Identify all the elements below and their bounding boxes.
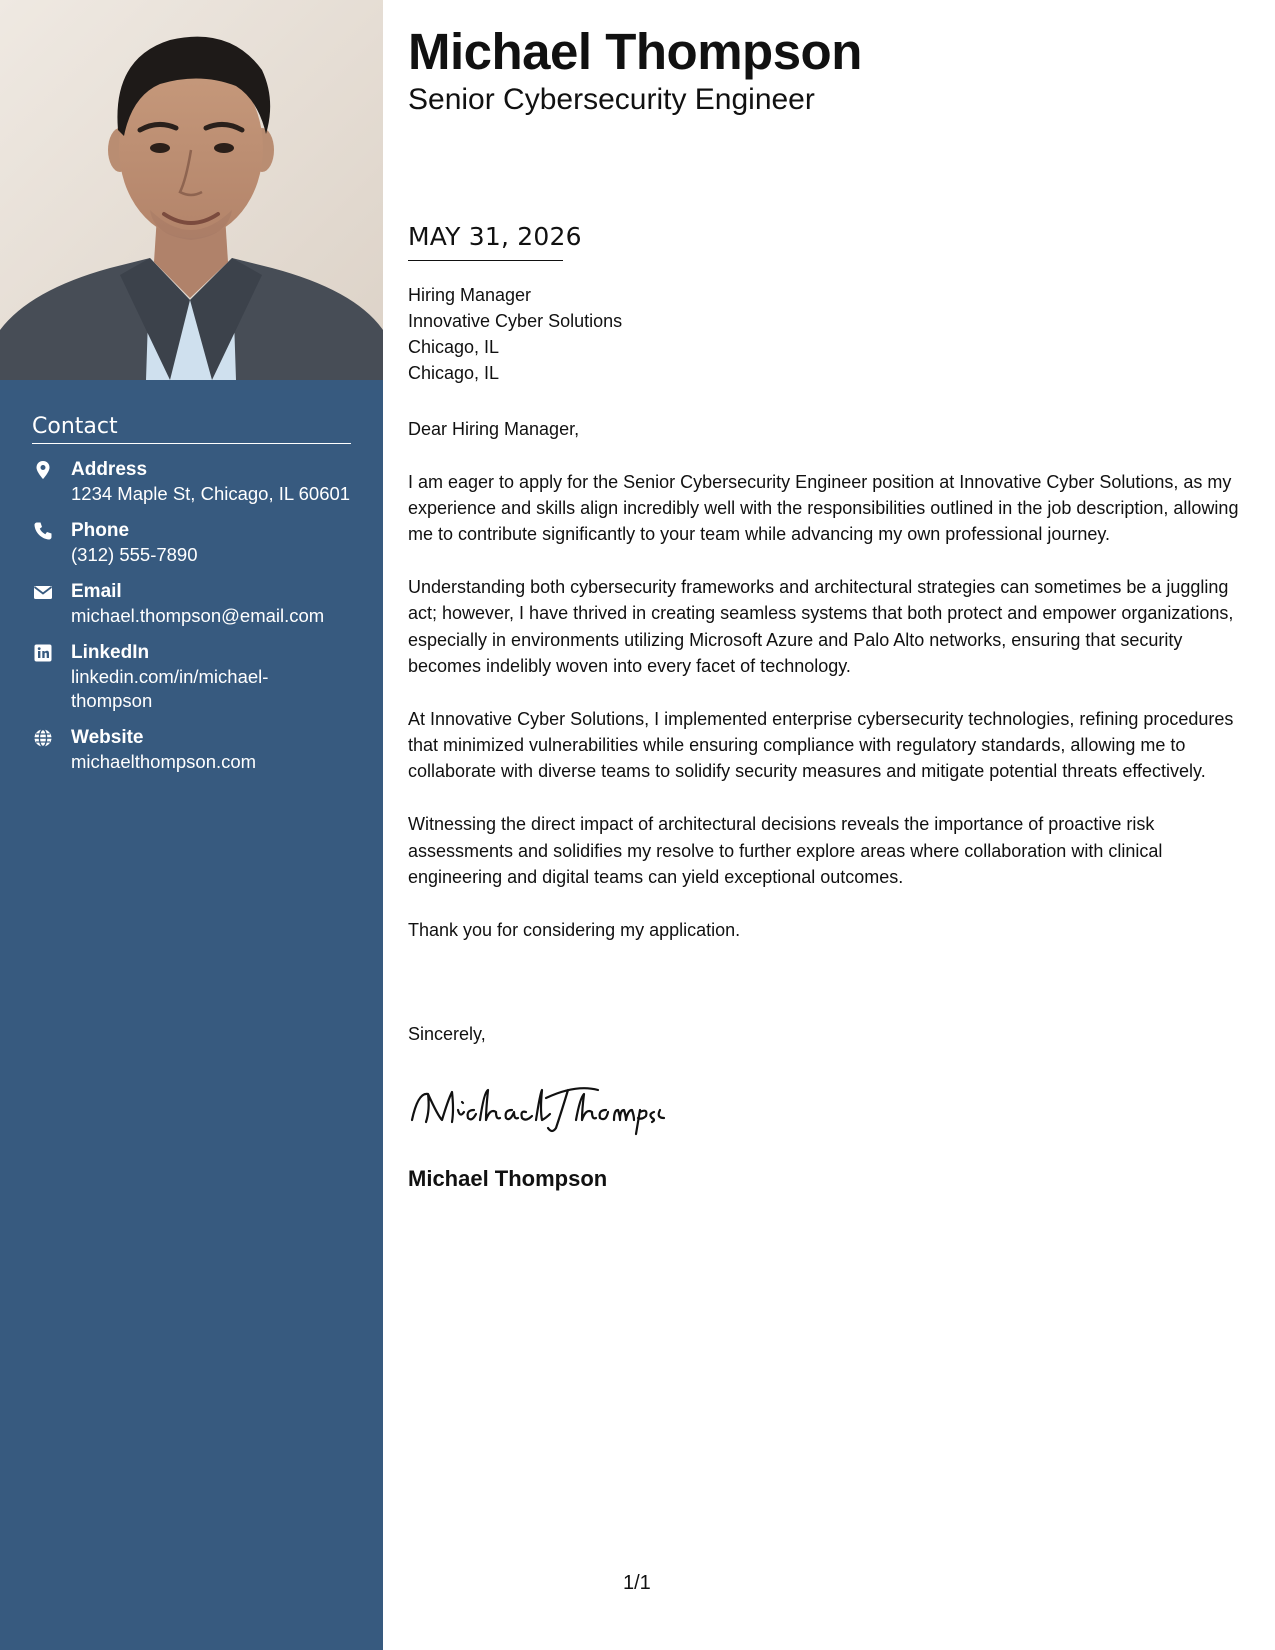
envelope-icon <box>33 582 53 602</box>
recipient-line: Innovative Cyber Solutions <box>408 311 623 331</box>
contact-address <box>32 458 351 506</box>
globe-icon <box>33 728 53 748</box>
recipient-line: Hiring Manager <box>408 285 532 305</box>
phone-icon <box>33 521 53 541</box>
contact-linkedin <box>32 641 351 713</box>
contact-phone <box>32 519 351 567</box>
paragraph: Witnessing the direct impact of architectural decisions reveals the importance of proactive risk assessments and solidifies my resolve to further explore areas where collaboration with clinical engineering and digital teams can yield exceptional outcomes. <box>408 814 1163 887</box>
date-divider <box>408 260 563 261</box>
contact-value-line1[interactable]: linkedin.com/in/michael- <box>71 666 269 687</box>
applicant-name: Michael Thompson <box>408 23 862 80</box>
letter-body <box>408 416 1246 969</box>
contact-email <box>32 580 351 628</box>
recipient-block <box>408 282 622 386</box>
page-number: 1/1 <box>623 1572 651 1594</box>
paragraph: I am eager to apply for the Senior Cybersecurity Engineer position at Innovative Cyber Solutions, as my experience and skills align incredibly well with the responsibilities outlined in the job description, allowing me to contribute significantly to your team while advancing my own professional journey. <box>408 471 1239 545</box>
profile-photo <box>0 0 383 380</box>
applicant-title: Senior Cybersecurity Engineer <box>408 83 815 116</box>
contact-label: Address <box>71 459 148 480</box>
paragraph: Understanding both cybersecurity frameworks and architectural strategies can sometimes be a juggling act; however, I have thrived in creating seamless systems that both protect and empower organizations, especially in environments utilizing Microsoft Azure and Palo Alto networks, ensuring that security becomes indelibly woven into every facet of technology. <box>408 577 1234 677</box>
signer-name: Michael Thompson <box>408 1166 608 1191</box>
closing: Sincerely, <box>408 1024 486 1044</box>
contact-label: Phone <box>71 520 130 541</box>
contact-value: (312) 555-7890 <box>71 544 198 565</box>
contact-value-line2[interactable]: thompson <box>71 690 153 711</box>
contact-value: 1234 Maple St, Chicago, IL 60601 <box>71 483 351 504</box>
letter-date: MAY 31, 2026 <box>408 222 582 251</box>
contact-label: LinkedIn <box>71 642 150 663</box>
map-pin-icon <box>33 460 53 480</box>
recipient-line: Chicago, IL <box>408 337 500 357</box>
paragraph: At Innovative Cyber Solutions, I implemented enterprise cybersecurity technologies, refining procedures that minimized vulnerabilities while ensuring compliance with regulatory standards, allowing me to collaborate with diverse teams to solidify security measures and mitigate potential threats effectively. <box>408 708 1234 782</box>
contact-heading: Contact <box>32 414 351 444</box>
contact-section <box>32 414 351 774</box>
contact-label: Website <box>71 727 144 748</box>
contact-label: Email <box>71 581 122 602</box>
recipient-line: Chicago, IL <box>408 363 500 383</box>
signature-image <box>408 1080 668 1141</box>
contact-value[interactable]: michaelthompson.com <box>71 751 257 772</box>
contact-value[interactable]: michael.thompson@email.com <box>71 605 325 626</box>
sidebar <box>0 0 383 1650</box>
contact-website <box>32 726 351 774</box>
paragraph: Thank you for considering my application. <box>408 919 741 940</box>
salutation: Dear Hiring Manager, <box>408 419 580 439</box>
linkedin-icon <box>33 643 53 663</box>
